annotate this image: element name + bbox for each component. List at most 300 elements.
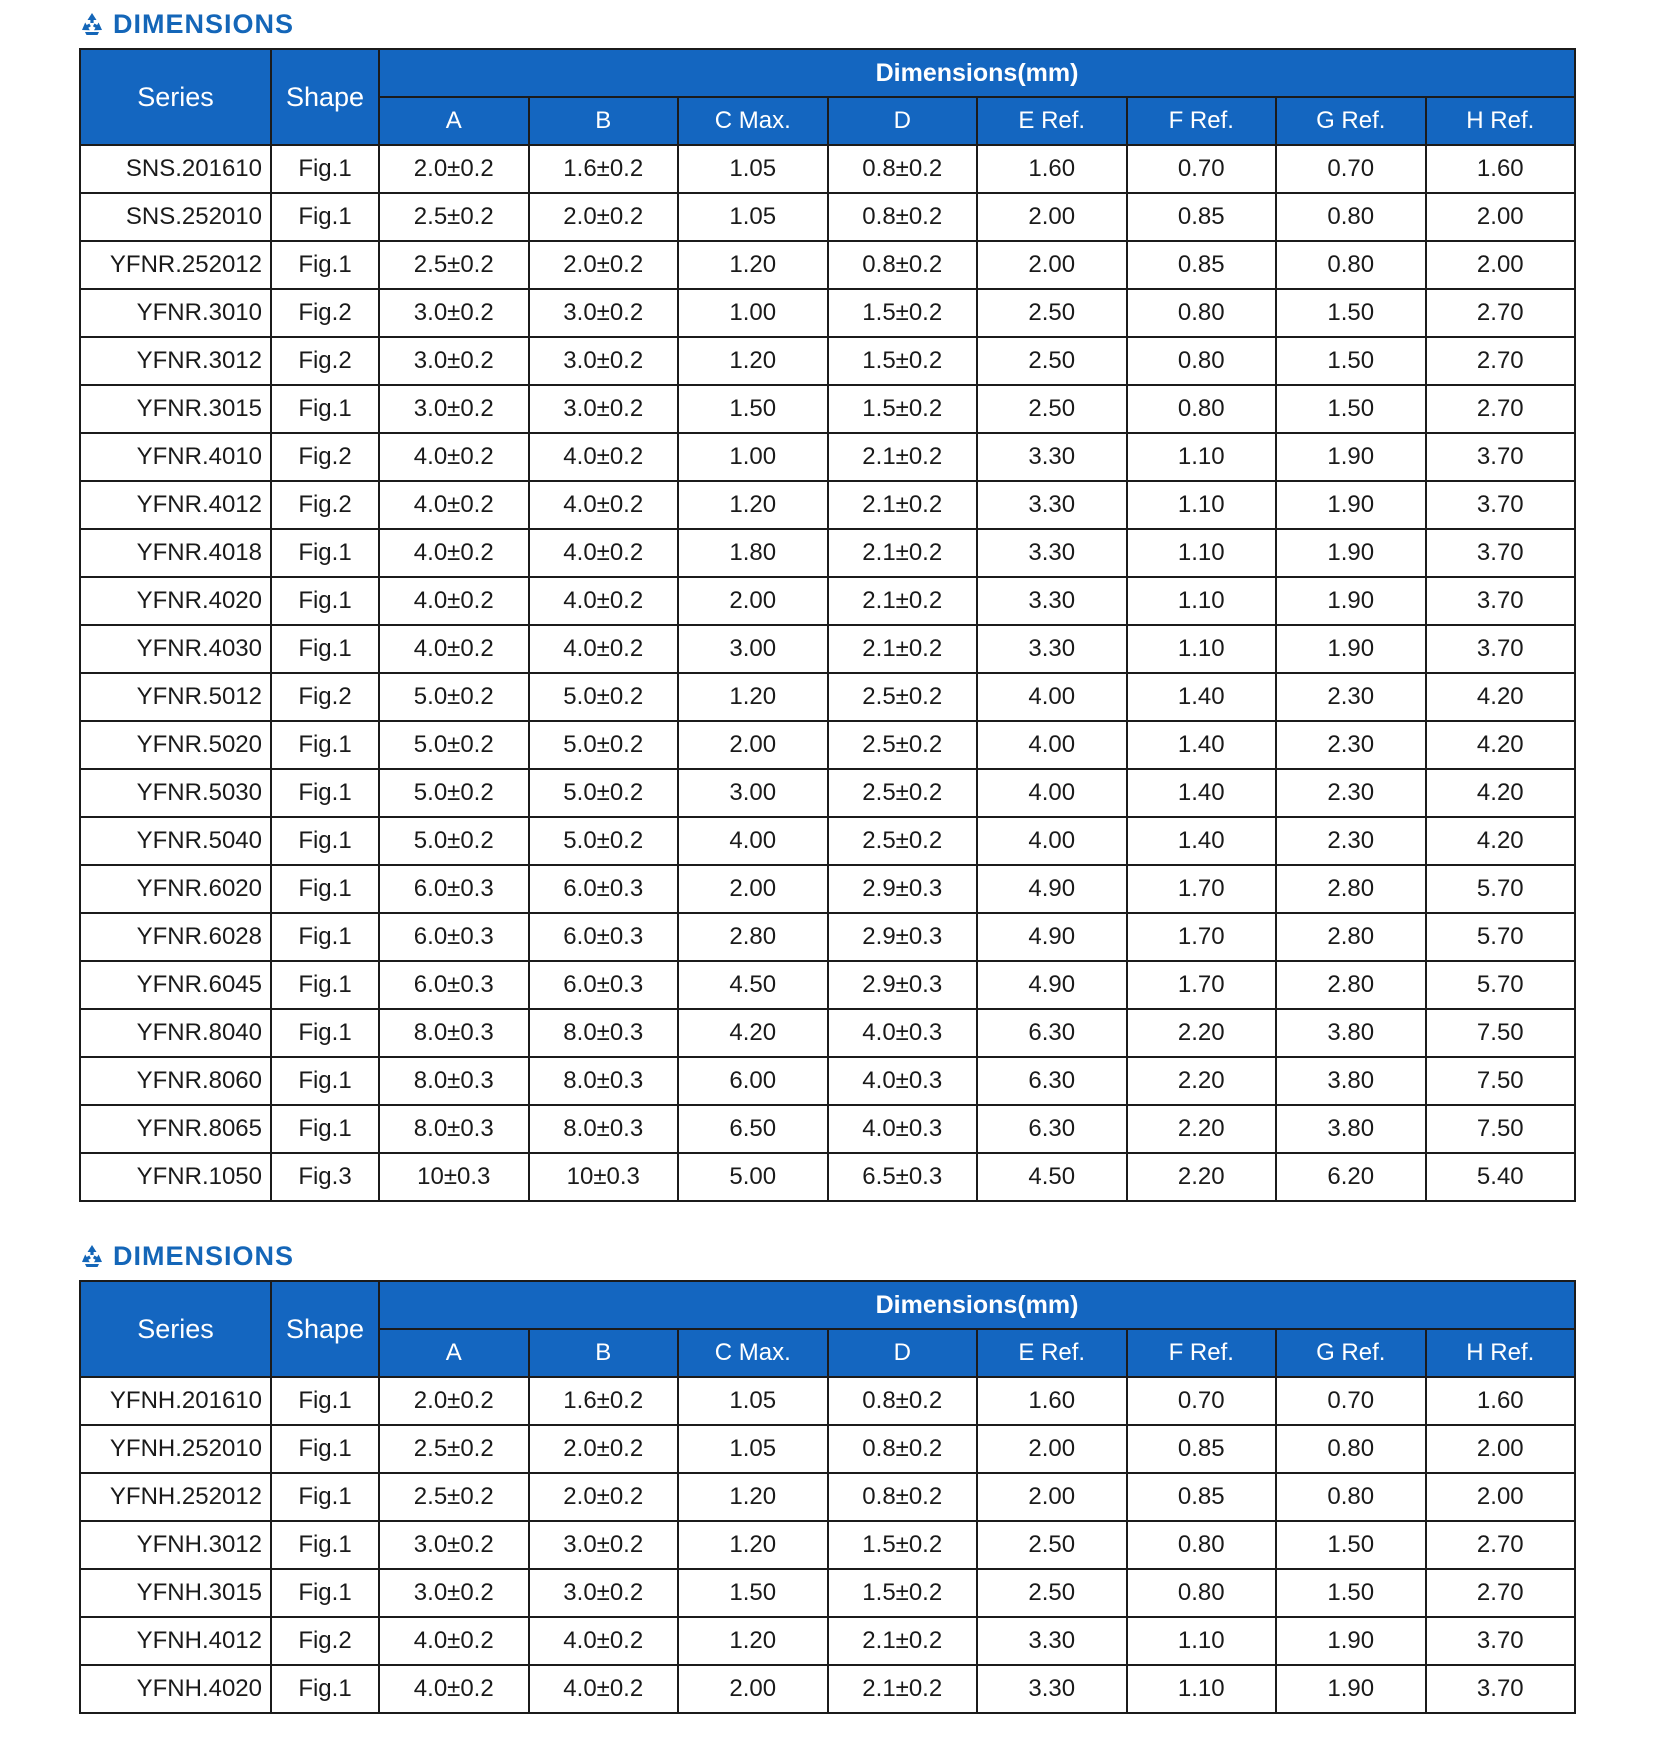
cell-shape: Fig.1 bbox=[271, 241, 379, 289]
cell-c-max: 3.00 bbox=[678, 625, 828, 673]
cell-a: 4.0±0.2 bbox=[379, 625, 529, 673]
cell-f-ref: 1.70 bbox=[1127, 961, 1277, 1009]
cell-b: 8.0±0.3 bbox=[529, 1009, 679, 1057]
table-row bbox=[80, 1665, 1575, 1713]
cell-h-ref: 3.70 bbox=[1426, 625, 1576, 673]
cell-shape: Fig.1 bbox=[271, 1057, 379, 1105]
cell-series: YFNR.252012 bbox=[80, 241, 271, 289]
cell-a: 4.0±0.2 bbox=[379, 577, 529, 625]
cell-d: 0.8±0.2 bbox=[828, 193, 978, 241]
header-shape: Shape bbox=[271, 1281, 379, 1377]
cell-a: 5.0±0.2 bbox=[379, 769, 529, 817]
cell-h-ref: 2.70 bbox=[1426, 1521, 1576, 1569]
cell-shape: Fig.2 bbox=[271, 289, 379, 337]
cell-d: 0.8±0.2 bbox=[828, 1377, 978, 1425]
cell-c-max: 2.00 bbox=[678, 1665, 828, 1713]
cell-b: 4.0±0.2 bbox=[529, 1617, 679, 1665]
cell-series: YFNR.4018 bbox=[80, 529, 271, 577]
cell-e-ref: 3.30 bbox=[977, 625, 1127, 673]
cell-f-ref: 1.10 bbox=[1127, 577, 1277, 625]
table-row bbox=[80, 1153, 1575, 1201]
table-row bbox=[80, 1425, 1575, 1473]
table-row bbox=[80, 1105, 1575, 1153]
cell-h-ref: 3.70 bbox=[1426, 481, 1576, 529]
cell-h-ref: 7.50 bbox=[1426, 1105, 1576, 1153]
cell-g-ref: 3.80 bbox=[1276, 1009, 1426, 1057]
cell-b: 3.0±0.2 bbox=[529, 289, 679, 337]
cell-a: 10±0.3 bbox=[379, 1153, 529, 1201]
cell-shape: Fig.1 bbox=[271, 1569, 379, 1617]
cell-c-max: 2.00 bbox=[678, 577, 828, 625]
cell-f-ref: 1.10 bbox=[1127, 433, 1277, 481]
cell-series: YFNH.4020 bbox=[80, 1665, 271, 1713]
cell-e-ref: 3.30 bbox=[977, 481, 1127, 529]
cell-g-ref: 0.80 bbox=[1276, 193, 1426, 241]
cell-e-ref: 2.50 bbox=[977, 289, 1127, 337]
table-row bbox=[80, 1569, 1575, 1617]
cell-d: 0.8±0.2 bbox=[828, 241, 978, 289]
dimensions-table bbox=[79, 48, 1576, 1202]
cell-shape: Fig.1 bbox=[271, 1009, 379, 1057]
header-col-e: E Ref. bbox=[977, 97, 1127, 145]
dimensions-section-2 bbox=[79, 1232, 1574, 1714]
cell-a: 5.0±0.2 bbox=[379, 673, 529, 721]
cell-g-ref: 2.80 bbox=[1276, 961, 1426, 1009]
cell-a: 8.0±0.3 bbox=[379, 1105, 529, 1153]
cell-g-ref: 2.30 bbox=[1276, 817, 1426, 865]
cell-e-ref: 2.50 bbox=[977, 1521, 1127, 1569]
cell-f-ref: 0.70 bbox=[1127, 1377, 1277, 1425]
cell-h-ref: 3.70 bbox=[1426, 577, 1576, 625]
cell-c-max: 1.20 bbox=[678, 1521, 828, 1569]
cell-a: 2.5±0.2 bbox=[379, 1425, 529, 1473]
cell-c-max: 1.80 bbox=[678, 529, 828, 577]
cell-g-ref: 1.90 bbox=[1276, 433, 1426, 481]
header-col-g: G Ref. bbox=[1276, 97, 1426, 145]
cell-g-ref: 1.50 bbox=[1276, 1569, 1426, 1617]
cell-g-ref: 2.30 bbox=[1276, 673, 1426, 721]
section-title-text: DIMENSIONS bbox=[113, 1240, 295, 1271]
cell-g-ref: 2.80 bbox=[1276, 865, 1426, 913]
cell-g-ref: 1.50 bbox=[1276, 385, 1426, 433]
cell-series: YFNH.3015 bbox=[80, 1569, 271, 1617]
table-row bbox=[80, 673, 1575, 721]
cell-g-ref: 6.20 bbox=[1276, 1153, 1426, 1201]
cell-a: 3.0±0.2 bbox=[379, 1521, 529, 1569]
cell-f-ref: 0.70 bbox=[1127, 145, 1277, 193]
cell-shape: Fig.1 bbox=[271, 769, 379, 817]
table-row bbox=[80, 481, 1575, 529]
cell-h-ref: 3.70 bbox=[1426, 433, 1576, 481]
cell-f-ref: 2.20 bbox=[1127, 1105, 1277, 1153]
cell-e-ref: 4.00 bbox=[977, 673, 1127, 721]
cell-a: 5.0±0.2 bbox=[379, 817, 529, 865]
cell-g-ref: 1.50 bbox=[1276, 337, 1426, 385]
cell-c-max: 1.50 bbox=[678, 1569, 828, 1617]
cell-h-ref: 5.70 bbox=[1426, 865, 1576, 913]
cell-h-ref: 3.70 bbox=[1426, 1617, 1576, 1665]
cell-a: 2.5±0.2 bbox=[379, 241, 529, 289]
cell-h-ref: 5.70 bbox=[1426, 913, 1576, 961]
table-row bbox=[80, 289, 1575, 337]
cell-c-max: 5.00 bbox=[678, 1153, 828, 1201]
table-row bbox=[80, 721, 1575, 769]
cell-b: 6.0±0.3 bbox=[529, 865, 679, 913]
cell-series: SNS.201610 bbox=[80, 145, 271, 193]
header-col-a: A bbox=[379, 1329, 529, 1377]
cell-shape: Fig.2 bbox=[271, 433, 379, 481]
cell-a: 4.0±0.2 bbox=[379, 529, 529, 577]
cell-d: 0.8±0.2 bbox=[828, 1425, 978, 1473]
cell-e-ref: 2.50 bbox=[977, 1569, 1127, 1617]
cell-shape: Fig.1 bbox=[271, 1521, 379, 1569]
header-series: Series bbox=[80, 1281, 271, 1377]
cell-c-max: 1.20 bbox=[678, 337, 828, 385]
cell-b: 5.0±0.2 bbox=[529, 673, 679, 721]
cell-d: 2.5±0.2 bbox=[828, 673, 978, 721]
table-row bbox=[80, 1473, 1575, 1521]
cell-shape: Fig.1 bbox=[271, 913, 379, 961]
header-dimensions-group: Dimensions(mm) bbox=[379, 1281, 1575, 1329]
cell-d: 4.0±0.3 bbox=[828, 1105, 978, 1153]
cell-e-ref: 3.30 bbox=[977, 529, 1127, 577]
cell-c-max: 1.00 bbox=[678, 289, 828, 337]
cell-series: YFNR.6045 bbox=[80, 961, 271, 1009]
cell-a: 3.0±0.2 bbox=[379, 289, 529, 337]
cell-g-ref: 3.80 bbox=[1276, 1057, 1426, 1105]
table-row bbox=[80, 817, 1575, 865]
cell-series: YFNR.1050 bbox=[80, 1153, 271, 1201]
cell-series: YFNR.5012 bbox=[80, 673, 271, 721]
cell-d: 2.1±0.2 bbox=[828, 577, 978, 625]
cell-g-ref: 2.30 bbox=[1276, 721, 1426, 769]
header-col-f: F Ref. bbox=[1127, 97, 1277, 145]
cell-a: 2.0±0.2 bbox=[379, 145, 529, 193]
cell-h-ref: 1.60 bbox=[1426, 145, 1576, 193]
cell-f-ref: 0.85 bbox=[1127, 193, 1277, 241]
cell-a: 6.0±0.3 bbox=[379, 913, 529, 961]
cell-shape: Fig.2 bbox=[271, 1617, 379, 1665]
cell-b: 4.0±0.2 bbox=[529, 481, 679, 529]
cell-f-ref: 0.80 bbox=[1127, 385, 1277, 433]
cell-e-ref: 6.30 bbox=[977, 1009, 1127, 1057]
cell-series: YFNR.6028 bbox=[80, 913, 271, 961]
cell-f-ref: 1.70 bbox=[1127, 865, 1277, 913]
cell-h-ref: 3.70 bbox=[1426, 529, 1576, 577]
cell-f-ref: 1.40 bbox=[1127, 769, 1277, 817]
cell-series: YFNH.201610 bbox=[80, 1377, 271, 1425]
cell-d: 2.5±0.2 bbox=[828, 769, 978, 817]
table-row bbox=[80, 961, 1575, 1009]
cell-c-max: 1.05 bbox=[678, 193, 828, 241]
cell-f-ref: 2.20 bbox=[1127, 1153, 1277, 1201]
section-title bbox=[79, 0, 1574, 48]
cell-a: 4.0±0.2 bbox=[379, 1665, 529, 1713]
cell-h-ref: 4.20 bbox=[1426, 673, 1576, 721]
cell-e-ref: 2.50 bbox=[977, 337, 1127, 385]
cell-series: YFNR.3012 bbox=[80, 337, 271, 385]
cell-h-ref: 5.70 bbox=[1426, 961, 1576, 1009]
cell-h-ref: 2.70 bbox=[1426, 337, 1576, 385]
cell-b: 4.0±0.2 bbox=[529, 577, 679, 625]
cell-shape: Fig.1 bbox=[271, 1105, 379, 1153]
cell-d: 2.5±0.2 bbox=[828, 721, 978, 769]
cell-shape: Fig.1 bbox=[271, 1473, 379, 1521]
cell-e-ref: 3.30 bbox=[977, 433, 1127, 481]
cell-f-ref: 1.40 bbox=[1127, 721, 1277, 769]
cell-shape: Fig.2 bbox=[271, 673, 379, 721]
table-row bbox=[80, 1617, 1575, 1665]
cell-e-ref: 4.50 bbox=[977, 1153, 1127, 1201]
header-col-a: A bbox=[379, 97, 529, 145]
cell-e-ref: 1.60 bbox=[977, 1377, 1127, 1425]
cell-f-ref: 1.10 bbox=[1127, 1665, 1277, 1713]
table-row bbox=[80, 193, 1575, 241]
cell-c-max: 1.20 bbox=[678, 241, 828, 289]
header-col-f: F Ref. bbox=[1127, 1329, 1277, 1377]
cell-f-ref: 0.80 bbox=[1127, 1569, 1277, 1617]
cell-shape: Fig.1 bbox=[271, 1425, 379, 1473]
cell-c-max: 4.50 bbox=[678, 961, 828, 1009]
cell-d: 2.9±0.3 bbox=[828, 913, 978, 961]
cell-h-ref: 3.70 bbox=[1426, 1665, 1576, 1713]
cell-a: 3.0±0.2 bbox=[379, 385, 529, 433]
cell-b: 8.0±0.3 bbox=[529, 1057, 679, 1105]
cell-e-ref: 4.90 bbox=[977, 961, 1127, 1009]
cell-c-max: 6.00 bbox=[678, 1057, 828, 1105]
cell-a: 2.0±0.2 bbox=[379, 1377, 529, 1425]
cell-d: 1.5±0.2 bbox=[828, 385, 978, 433]
cell-b: 2.0±0.2 bbox=[529, 241, 679, 289]
header-col-g: G Ref. bbox=[1276, 1329, 1426, 1377]
header-col-d: D bbox=[828, 97, 978, 145]
cell-c-max: 1.05 bbox=[678, 145, 828, 193]
cell-e-ref: 3.30 bbox=[977, 577, 1127, 625]
cell-shape: Fig.2 bbox=[271, 481, 379, 529]
cell-b: 10±0.3 bbox=[529, 1153, 679, 1201]
table-row bbox=[80, 145, 1575, 193]
cell-shape: Fig.1 bbox=[271, 1377, 379, 1425]
header-col-c: C Max. bbox=[678, 97, 828, 145]
section-title-text: DIMENSIONS bbox=[113, 8, 295, 39]
cell-e-ref: 4.00 bbox=[977, 769, 1127, 817]
cell-d: 1.5±0.2 bbox=[828, 1521, 978, 1569]
cell-h-ref: 7.50 bbox=[1426, 1009, 1576, 1057]
cell-g-ref: 1.90 bbox=[1276, 577, 1426, 625]
cell-a: 4.0±0.2 bbox=[379, 481, 529, 529]
cell-d: 1.5±0.2 bbox=[828, 289, 978, 337]
cell-h-ref: 2.00 bbox=[1426, 241, 1576, 289]
cell-b: 4.0±0.2 bbox=[529, 625, 679, 673]
cell-d: 0.8±0.2 bbox=[828, 1473, 978, 1521]
cell-e-ref: 3.30 bbox=[977, 1665, 1127, 1713]
cell-b: 3.0±0.2 bbox=[529, 385, 679, 433]
cell-e-ref: 2.50 bbox=[977, 385, 1127, 433]
cell-g-ref: 1.90 bbox=[1276, 1665, 1426, 1713]
cell-e-ref: 4.90 bbox=[977, 913, 1127, 961]
cell-c-max: 1.05 bbox=[678, 1425, 828, 1473]
table-row bbox=[80, 865, 1575, 913]
table-row bbox=[80, 1057, 1575, 1105]
cell-c-max: 1.50 bbox=[678, 385, 828, 433]
cell-b: 2.0±0.2 bbox=[529, 1473, 679, 1521]
header-col-c: C Max. bbox=[678, 1329, 828, 1377]
header-dimensions-group: Dimensions(mm) bbox=[379, 49, 1575, 97]
cell-h-ref: 2.00 bbox=[1426, 1473, 1576, 1521]
header-shape: Shape bbox=[271, 49, 379, 145]
header-col-h: H Ref. bbox=[1426, 1329, 1576, 1377]
cell-series: YFNR.4020 bbox=[80, 577, 271, 625]
cell-d: 0.8±0.2 bbox=[828, 145, 978, 193]
cell-series: YFNR.6020 bbox=[80, 865, 271, 913]
cell-h-ref: 4.20 bbox=[1426, 817, 1576, 865]
cell-c-max: 1.05 bbox=[678, 1377, 828, 1425]
cell-a: 5.0±0.2 bbox=[379, 721, 529, 769]
cell-f-ref: 0.85 bbox=[1127, 1473, 1277, 1521]
cell-d: 2.1±0.2 bbox=[828, 625, 978, 673]
cell-shape: Fig.3 bbox=[271, 1153, 379, 1201]
cell-h-ref: 7.50 bbox=[1426, 1057, 1576, 1105]
cell-b: 2.0±0.2 bbox=[529, 193, 679, 241]
cell-c-max: 1.20 bbox=[678, 1617, 828, 1665]
cell-c-max: 4.20 bbox=[678, 1009, 828, 1057]
cell-d: 2.1±0.2 bbox=[828, 481, 978, 529]
cell-e-ref: 2.00 bbox=[977, 1473, 1127, 1521]
cell-d: 2.5±0.2 bbox=[828, 817, 978, 865]
cell-series: YFNH.4012 bbox=[80, 1617, 271, 1665]
cell-h-ref: 4.20 bbox=[1426, 721, 1576, 769]
cell-b: 4.0±0.2 bbox=[529, 1665, 679, 1713]
header-col-d: D bbox=[828, 1329, 978, 1377]
cell-f-ref: 1.10 bbox=[1127, 625, 1277, 673]
cell-c-max: 4.00 bbox=[678, 817, 828, 865]
header-col-b: B bbox=[529, 1329, 679, 1377]
cell-b: 3.0±0.2 bbox=[529, 1569, 679, 1617]
cell-h-ref: 2.70 bbox=[1426, 289, 1576, 337]
cell-series: YFNH.252012 bbox=[80, 1473, 271, 1521]
cell-shape: Fig.2 bbox=[271, 337, 379, 385]
cell-f-ref: 1.10 bbox=[1127, 1617, 1277, 1665]
cell-f-ref: 0.80 bbox=[1127, 1521, 1277, 1569]
cell-h-ref: 5.40 bbox=[1426, 1153, 1576, 1201]
cell-b: 6.0±0.3 bbox=[529, 961, 679, 1009]
table-body bbox=[80, 145, 1575, 1201]
cell-shape: Fig.1 bbox=[271, 1665, 379, 1713]
table-row bbox=[80, 337, 1575, 385]
cell-f-ref: 0.85 bbox=[1127, 1425, 1277, 1473]
table-row bbox=[80, 913, 1575, 961]
cell-series: YFNR.8065 bbox=[80, 1105, 271, 1153]
section-title bbox=[79, 1232, 1574, 1280]
cell-a: 6.0±0.3 bbox=[379, 961, 529, 1009]
cell-a: 6.0±0.3 bbox=[379, 865, 529, 913]
cell-f-ref: 0.85 bbox=[1127, 241, 1277, 289]
cell-b: 2.0±0.2 bbox=[529, 1425, 679, 1473]
recycle-icon bbox=[79, 1243, 105, 1269]
cell-h-ref: 2.00 bbox=[1426, 1425, 1576, 1473]
cell-g-ref: 1.50 bbox=[1276, 1521, 1426, 1569]
cell-c-max: 2.00 bbox=[678, 721, 828, 769]
cell-series: YFNR.4030 bbox=[80, 625, 271, 673]
cell-shape: Fig.1 bbox=[271, 193, 379, 241]
cell-b: 3.0±0.2 bbox=[529, 1521, 679, 1569]
cell-g-ref: 3.80 bbox=[1276, 1105, 1426, 1153]
cell-h-ref: 2.70 bbox=[1426, 385, 1576, 433]
cell-b: 5.0±0.2 bbox=[529, 817, 679, 865]
cell-b: 3.0±0.2 bbox=[529, 337, 679, 385]
cell-g-ref: 1.90 bbox=[1276, 529, 1426, 577]
cell-g-ref: 1.90 bbox=[1276, 481, 1426, 529]
cell-d: 2.1±0.2 bbox=[828, 1617, 978, 1665]
cell-series: YFNR.4010 bbox=[80, 433, 271, 481]
cell-c-max: 2.80 bbox=[678, 913, 828, 961]
table-row bbox=[80, 433, 1575, 481]
cell-b: 1.6±0.2 bbox=[529, 145, 679, 193]
table-row bbox=[80, 241, 1575, 289]
cell-e-ref: 1.60 bbox=[977, 145, 1127, 193]
cell-d: 2.9±0.3 bbox=[828, 961, 978, 1009]
dimensions-table bbox=[79, 1280, 1576, 1714]
cell-series: YFNH.3012 bbox=[80, 1521, 271, 1569]
cell-g-ref: 0.80 bbox=[1276, 1473, 1426, 1521]
cell-shape: Fig.1 bbox=[271, 145, 379, 193]
header-col-b: B bbox=[529, 97, 679, 145]
table-row bbox=[80, 385, 1575, 433]
cell-e-ref: 4.00 bbox=[977, 817, 1127, 865]
cell-f-ref: 1.10 bbox=[1127, 481, 1277, 529]
cell-d: 1.5±0.2 bbox=[828, 337, 978, 385]
cell-h-ref: 2.00 bbox=[1426, 193, 1576, 241]
cell-h-ref: 2.70 bbox=[1426, 1569, 1576, 1617]
cell-d: 6.5±0.3 bbox=[828, 1153, 978, 1201]
cell-d: 2.1±0.2 bbox=[828, 433, 978, 481]
cell-d: 2.9±0.3 bbox=[828, 865, 978, 913]
cell-series: YFNR.8040 bbox=[80, 1009, 271, 1057]
dimensions-section-1 bbox=[79, 0, 1574, 1202]
cell-g-ref: 2.30 bbox=[1276, 769, 1426, 817]
cell-h-ref: 1.60 bbox=[1426, 1377, 1576, 1425]
cell-a: 3.0±0.2 bbox=[379, 1569, 529, 1617]
header-series: Series bbox=[80, 49, 271, 145]
cell-a: 4.0±0.2 bbox=[379, 1617, 529, 1665]
cell-g-ref: 1.50 bbox=[1276, 289, 1426, 337]
cell-f-ref: 1.10 bbox=[1127, 529, 1277, 577]
cell-f-ref: 1.70 bbox=[1127, 913, 1277, 961]
table-row bbox=[80, 625, 1575, 673]
cell-a: 3.0±0.2 bbox=[379, 337, 529, 385]
cell-series: YFNR.3010 bbox=[80, 289, 271, 337]
cell-f-ref: 1.40 bbox=[1127, 817, 1277, 865]
cell-shape: Fig.1 bbox=[271, 385, 379, 433]
cell-f-ref: 1.40 bbox=[1127, 673, 1277, 721]
cell-g-ref: 0.80 bbox=[1276, 1425, 1426, 1473]
cell-shape: Fig.1 bbox=[271, 577, 379, 625]
cell-shape: Fig.1 bbox=[271, 961, 379, 1009]
cell-c-max: 3.00 bbox=[678, 769, 828, 817]
table-row bbox=[80, 769, 1575, 817]
cell-a: 8.0±0.3 bbox=[379, 1009, 529, 1057]
cell-d: 2.1±0.2 bbox=[828, 1665, 978, 1713]
cell-e-ref: 2.00 bbox=[977, 241, 1127, 289]
cell-b: 1.6±0.2 bbox=[529, 1377, 679, 1425]
cell-shape: Fig.1 bbox=[271, 865, 379, 913]
cell-a: 4.0±0.2 bbox=[379, 433, 529, 481]
cell-g-ref: 0.70 bbox=[1276, 145, 1426, 193]
cell-a: 2.5±0.2 bbox=[379, 1473, 529, 1521]
cell-shape: Fig.1 bbox=[271, 817, 379, 865]
cell-b: 5.0±0.2 bbox=[529, 721, 679, 769]
cell-series: YFNH.252010 bbox=[80, 1425, 271, 1473]
